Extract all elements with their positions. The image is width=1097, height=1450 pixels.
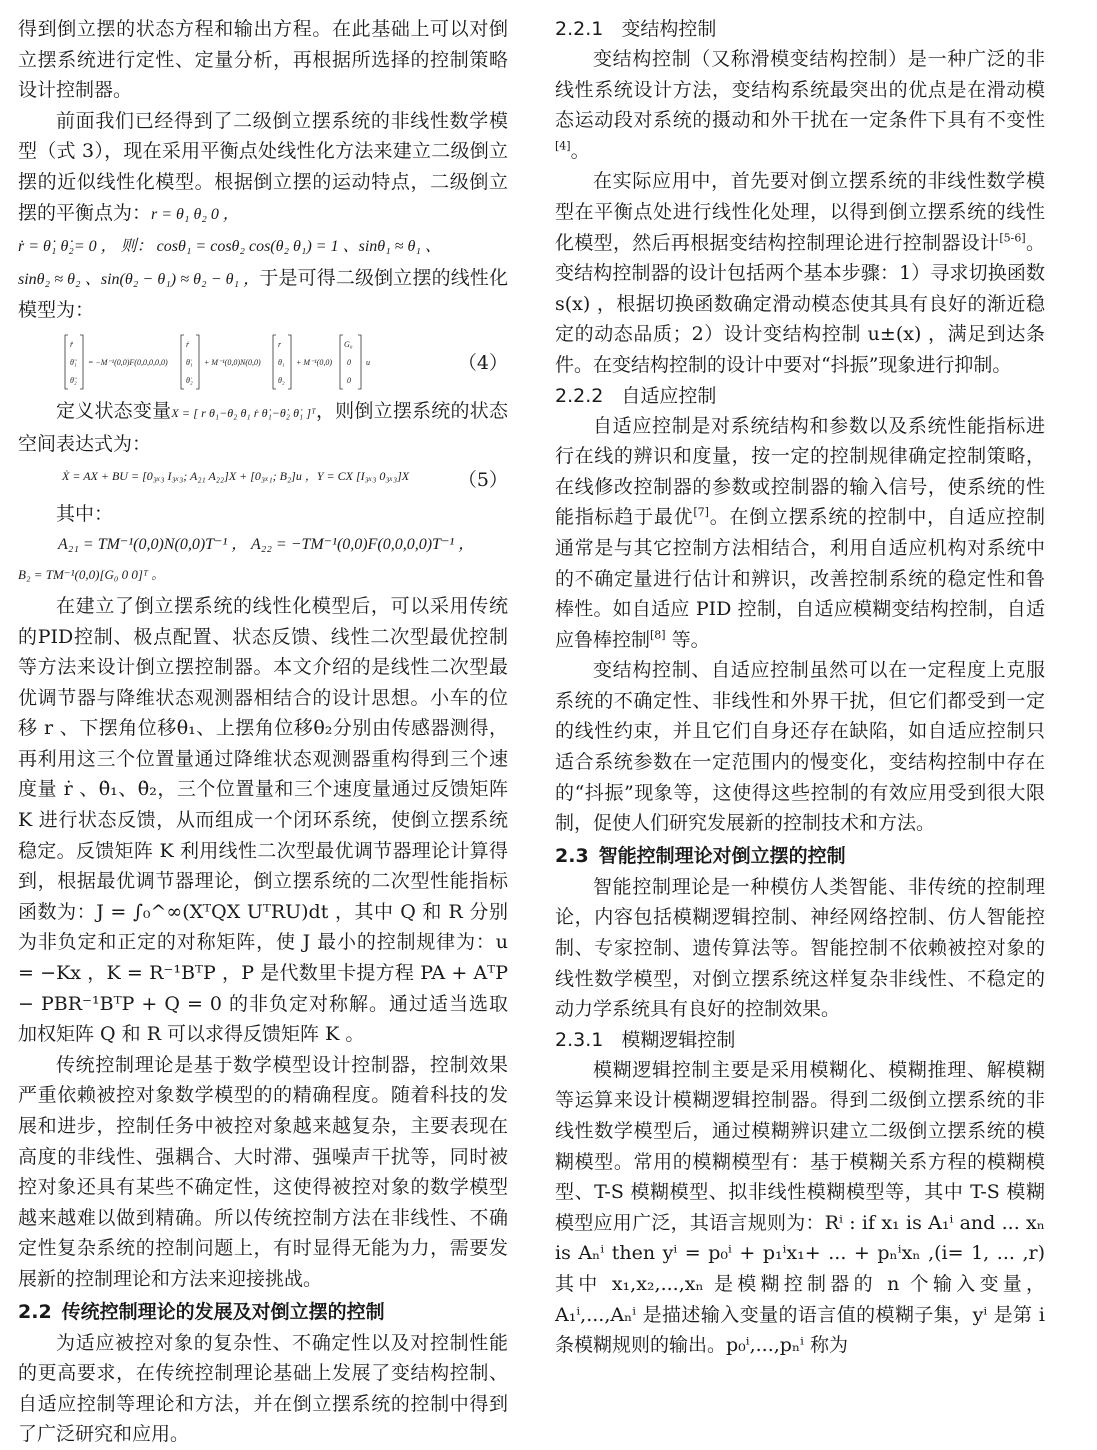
left-column xyxy=(18,14,508,1450)
section-heading-2-2-2 xyxy=(555,381,1045,411)
svg-text:θ̈₂: θ̈₂ xyxy=(70,375,77,385)
paragraph-text: 自适应控制是对系统结构和参数以及系统性能指标进行在线的辨识和度量，按一定的控制规律确定控制策略，在线修改控制器的参数或控制器的输入信号，使系统的性能指标趋于最优 xyxy=(555,414,1045,529)
where-label: 其中： xyxy=(56,503,114,526)
svg-text:0: 0 xyxy=(347,375,351,385)
paragraph-state-definition xyxy=(18,396,508,459)
paragraph-traditional-control: 传统控制理论是基于数学模型设计控制器，控制效果严重依赖被控对象数学模型的的精确程度。随着科技的发展和进步，控制任务中被控对象越来越复杂，主要表现在高度的非线性、强耦合、大时滞、强噪声干扰等，同时被控对象还具有某些不确定性，这使得被控对象的数学模型越来越难以做到精确。所以传统控制方法在非线性、不确定性复杂系统的控制问题上，有时显得无能为力，需要发展新的控制理论和方法来迎接挑战。 xyxy=(18,1053,508,1290)
equilibrium-equation-3: sinθ₂ ≈ θ₂ 、sin(θ₂ − θ₁) ≈ θ₂ − θ₁ ， xyxy=(18,270,260,288)
paragraph-lqr-design: 在建立了倒立摆系统的线性化模型后，可以采用传统的PID控制、极点配置、状态反馈、线性二次型最优控制等方法来设计倒立摆控制器。本文介绍的是线性二次型最优调节器与降维状态观测器相结合的设计思想。小车的位移 r 、下摆角位移θ₁、上摆角位移θ₂分别由传感器测得，再利用这三个位置量通过降维状态观测器重构得到三个速度量 ṙ 、θ̇₁、θ̇₂，三个位置量和三个速度量通过反馈矩阵 K 进行状态反馈，从而组成一个闭环系统，使倒立摆系统稳定。反馈矩阵 K 利用线性二次型最优调节器理论计算得到，根据最优调节器理论，倒立摆系统的二次型性能指标函数为：J = ∫₀^∞(XᵀQX UᵀRU)dt ，其中 Q 和 R 分别为非负定和正定的对称矩阵，使 J 最小的控制规律为：u = −Kx ，K = R⁻¹BᵀP ，P 是代数里卡提方程 PA + AᵀP − PBR⁻¹BᵀP + Q = 0 的非负定对称解。通过适当选取加权矩阵 Q 和 R 可以求得反馈矩阵 K 。 xyxy=(18,594,508,1046)
paragraph-text-end: 。 xyxy=(570,139,590,162)
svg-text:r̈: r̈ xyxy=(70,339,74,349)
right-column xyxy=(555,14,1045,1361)
paragraph-variable-structure xyxy=(555,44,1045,166)
section-title: 智能控制理论对倒立摆的控制 xyxy=(598,844,846,867)
paragraph-text-end: 等。 xyxy=(665,628,710,651)
svg-text:G₀: G₀ xyxy=(344,339,353,349)
section-title: 模糊逻辑控制 xyxy=(621,1028,736,1051)
citation-5-6: [5-6] xyxy=(999,231,1026,245)
state-definition-text-end: ，则倒立摆系统的状态空间表达式为： xyxy=(18,399,508,455)
state-definition-text: 定义状态变量 xyxy=(56,399,172,422)
section-number: 2.2.2 xyxy=(555,384,604,407)
section-title: 传统控制理论的发展及对倒立摆的控制 xyxy=(61,1300,385,1323)
equation-b2: B₂ = TM⁻¹(0,0)[G₀ 0 0]ᵀ 。 xyxy=(18,567,165,583)
svg-text:+ M⁻¹(0,0)N(0,0): + M⁻¹(0,0)N(0,0) xyxy=(204,357,261,367)
section-number: 2.3.1 xyxy=(555,1028,604,1051)
section-number: 2.2 xyxy=(18,1300,52,1323)
paragraph-text: 变结构控制（又称滑模变结构控制）是一种广泛的非线性系统设计方法，变结构系统最突出的优点是在滑动模态运动段对系统的摄动和外干扰在一定条件下具有不变性 xyxy=(555,48,1045,132)
equation-5-block xyxy=(18,461,508,499)
section-heading-2-2 xyxy=(18,1297,508,1328)
paragraph-vs-application xyxy=(555,166,1045,380)
paragraph-text-end: 。变结构控制器的设计包括两个基本步骤：1）寻求切换函数 s(x) ，根据切换函数确定滑动模态使其具有良好的渐近稳定的动态品质；2）设计变结构控制 u±(x) ，满足到达条件。在变结构控制的设计中要对“抖振”现象进行抑制。 xyxy=(555,231,1045,376)
svg-text:+ M⁻¹(0,0): + M⁻¹(0,0) xyxy=(296,357,333,367)
equation-4-block xyxy=(18,332,508,392)
svg-text:θ̈₁: θ̈₁ xyxy=(70,357,77,367)
equilibrium-equation-1: r = θ₁ θ₂ 0 ， xyxy=(151,205,239,223)
section-heading-2-3 xyxy=(555,841,1045,872)
state-vector-formula: X = [ r θ₁−θ₂ θ₁ ṙ θ̇₁−θ̇₂ θ̇₁ ]ᵀ xyxy=(171,405,316,420)
equilibrium-equation-2: ṙ = θ̇₁ θ̇₂= 0 ， 则： cosθ₁ = cosθ₂ cos(θ₂ θ₁) = 1 、sinθ₁ ≈ θ₁ 、 xyxy=(18,238,441,256)
svg-text:0: 0 xyxy=(347,357,351,367)
citation-7: [7] xyxy=(693,505,709,519)
citation-8: [8] xyxy=(650,628,666,642)
linearization-text-end: 于是可得二级倒立摆的线性化模型为： xyxy=(18,266,508,322)
svg-text:ṙ: ṙ xyxy=(186,339,190,349)
paragraph-intro-continued: 得到倒立摆的状态方程和输出方程。在此基础上可以对倒立摆系统进行定性、定量分析，再根据所选择的控制策略设计控制器。 xyxy=(18,18,508,102)
svg-text:u: u xyxy=(366,357,370,367)
paragraph-fuzzy-logic: 模糊逻辑控制主要是采用模糊化、模糊推理、解模糊等运算来设计模糊逻辑控制器。得到二级倒立摆系统的非线性数学模型后，通过模糊辨识建立二级倒立摆系统的模糊模型。常用的模糊模型有：基于模糊关系方程的模糊模型、T-S 模糊模型、拟非线性模糊模型等，其中 T-S 模糊模型应用广泛，其语言规则为：Rⁱ : if x₁ is A₁ⁱ and ... xₙ is Aₙⁱ then yⁱ = p₀ⁱ + p₁ⁱx₁+ ... + pₙⁱxₙ ,(i= 1, ... ,r) 其中 x₁,x₂,...,xₙ 是模糊控制器的 n 个输入变量，A₁ⁱ,...,Aₙⁱ 是描述输入变量的语言值的模糊子集，yⁱ 是第 i 条模糊规则的输出。p₀ⁱ,...,pₙⁱ 称为 xyxy=(555,1058,1045,1357)
equation-a21-a22: A₂₁ = TM⁻¹(0,0)N(0,0)T⁻¹ ， A₂₂ = −TM⁻¹(0,0)F(0,0,0,0)T⁻¹ ， xyxy=(58,535,475,553)
svg-text:θ₂: θ₂ xyxy=(278,375,285,385)
paragraph-2-2-intro: 为适应被控对象的复杂性、不确定性以及对控制性能的更高要求，在传统控制理论基础上发展了变结构控制、自适应控制等理论和方法，并在倒立摆系统的控制中得到了广泛研究和应用。 xyxy=(18,1331,508,1446)
paragraph-text-middle: 。在倒立摆系统的控制中，自适应控制通常是与其它控制方法相结合，利用自适应机构对系统中的不确定量进行估计和辨识，改善控制系统的稳定性和鲁棒性。如自适应 PID 控制，自适应模糊变结构控制，自适应鲁棒控制 xyxy=(555,506,1045,651)
paragraph-limitations: 变结构控制、自适应控制虽然可以在一定程度上克服系统的不确定性、非线性和外界干扰，但它们都受到一定的线性约束，并且它们自身还存在缺陷，如自适应控制只适合系统参数在一定范围内的慢变化，变结构控制中存在的“抖振”现象等，这使得这些控制的有效应用受到很大限制，促使人们研究发展新的控制技术和方法。 xyxy=(555,659,1045,835)
paragraph-linearization xyxy=(18,106,508,326)
svg-text:r: r xyxy=(278,339,282,349)
paragraph-text: 在实际应用中，首先要对倒立摆系统的非线性数学模型在平衡点处进行线性化处理，以得到倒立摆系统的线性化模型，然后再根据变结构控制理论进行控制器设计 xyxy=(555,170,1045,254)
paragraph-adaptive-control xyxy=(555,411,1045,656)
section-title: 变结构控制 xyxy=(621,18,717,40)
equation-4-formula xyxy=(62,332,422,392)
section-number: 2.2.1 xyxy=(555,18,604,40)
section-title: 自适应控制 xyxy=(621,384,717,407)
section-heading-2-2-1 xyxy=(555,14,1045,44)
section-number: 2.3 xyxy=(555,844,589,867)
svg-text:= −M⁻¹(0,0)F(0,0,0,0,0): = −M⁻¹(0,0)F(0,0,0,0,0) xyxy=(88,357,168,367)
equation-5-number: （5） xyxy=(457,469,508,492)
svg-text:θ₁: θ₁ xyxy=(278,357,285,367)
citation-4: [4] xyxy=(555,139,571,153)
section-heading-2-3-1 xyxy=(555,1025,1045,1055)
equation-4-number: （4） xyxy=(457,351,508,374)
svg-text:θ̇₂: θ̇₂ xyxy=(186,375,193,385)
equation-5-formula: Ẋ = AX + BU = [0₃ₓ₃ I₃ₓ₃; A₂₁ A₂₂]X + [0₃ₓ₁; B₂]u ，Y = CX [I₃ₓ₃ 0₃ₓ₃]X xyxy=(62,469,410,484)
paragraph-intelligent-control: 智能控制理论是一种模仿人类智能、非传统的控制理论，内容包括模糊逻辑控制、神经网络控制、仿人智能控制、专家控制、遗传算法等。智能控制不依赖被控对象的线性数学模型，对倒立摆系统这样复杂非线性、不稳定的动力学系统具有良好的控制效果。 xyxy=(555,875,1045,1021)
svg-text:θ̇₁: θ̇₁ xyxy=(186,357,193,367)
linearization-text: 前面我们已经得到了二级倒立摆系统的非线性数学模型（式 3），现在采用平衡点处线性化方法来建立二级倒立摆的近似线性化模型。根据倒立摆的运动特点，二级倒立摆的平衡点为： xyxy=(18,109,508,224)
